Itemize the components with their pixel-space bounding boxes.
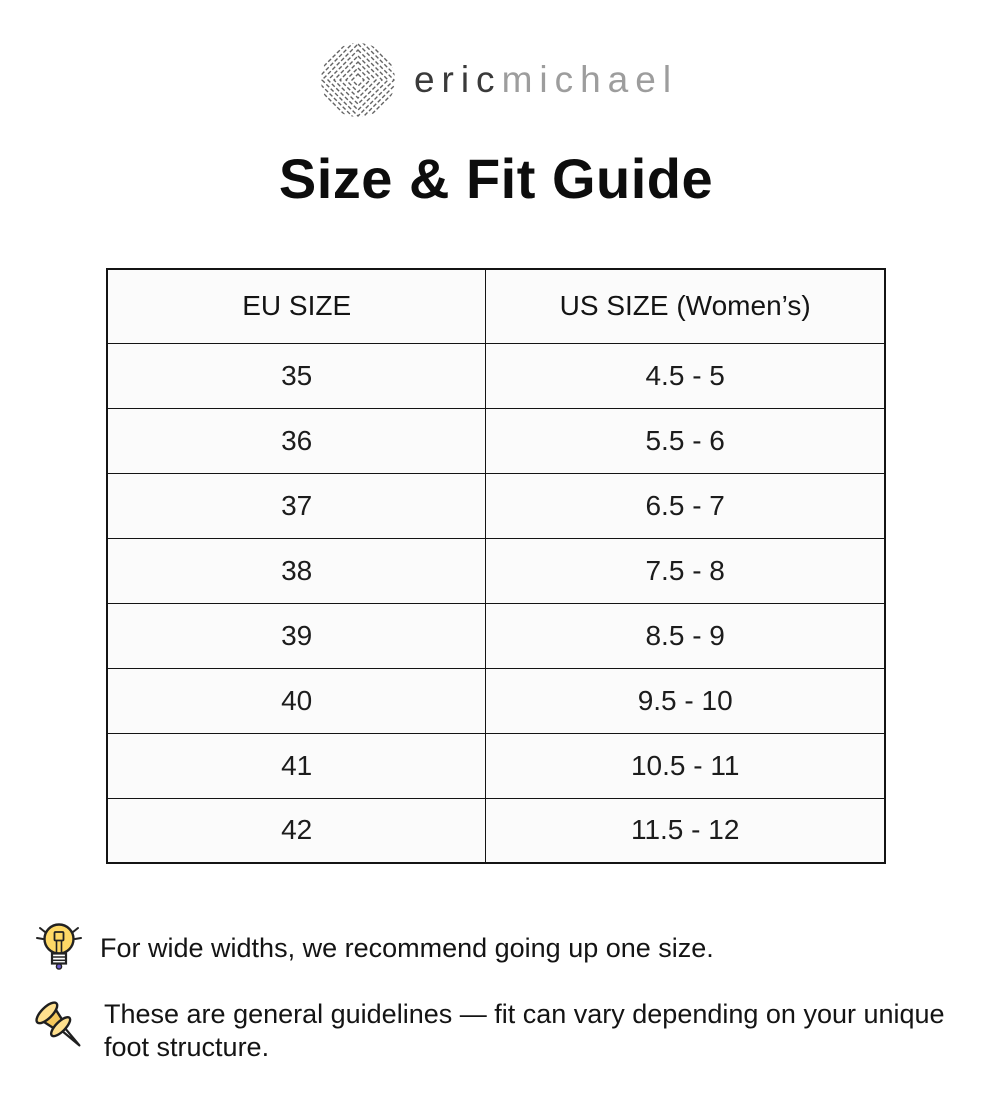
diamond-pattern-icon — [314, 41, 402, 119]
lightbulb-icon — [34, 918, 84, 979]
eu-size-cell: 38 — [107, 538, 486, 603]
eu-size-cell: 36 — [107, 408, 486, 473]
us-size-cell: 5.5 - 6 — [486, 408, 885, 473]
us-size-cell: 8.5 - 9 — [486, 603, 885, 668]
page-title: Size & Fit Guide — [278, 147, 714, 210]
table-row — [107, 733, 885, 798]
us-size-cell: 10.5 - 11 — [486, 733, 885, 798]
note-text: These are general guidelines — fit can vary depending on your unique foot structure. — [104, 998, 945, 1062]
table-row — [107, 603, 885, 668]
size-guide-page — [0, 40, 992, 1064]
eu-size-cell: 41 — [107, 733, 486, 798]
us-size-cell: 7.5 - 8 — [486, 538, 885, 603]
us-size-cell: 6.5 - 7 — [486, 473, 885, 538]
table-row — [107, 668, 885, 733]
column-header-eu-size: EU SIZE — [107, 269, 486, 343]
brand-name-secondary: michael — [501, 59, 679, 100]
eu-size-cell: 37 — [107, 473, 486, 538]
table-row — [107, 408, 885, 473]
column-header-us-size: US SIZE (Women’s) — [486, 269, 885, 343]
eu-size-cell: 42 — [107, 798, 486, 863]
brand-logo — [0, 40, 992, 120]
pushpin-icon — [34, 997, 88, 1064]
us-size-cell: 11.5 - 12 — [486, 798, 885, 863]
eu-size-cell: 40 — [107, 668, 486, 733]
size-table — [106, 268, 886, 864]
table-row — [107, 798, 885, 863]
eu-size-cell: 39 — [107, 603, 486, 668]
brand-name — [414, 59, 678, 101]
note-wide-widths — [34, 918, 962, 979]
us-size-cell: 4.5 - 5 — [486, 343, 885, 408]
table-row — [107, 473, 885, 538]
us-size-cell: 9.5 - 10 — [486, 668, 885, 733]
note-guidelines — [34, 997, 962, 1064]
note-text: For wide widths, we recommend going up one size. — [100, 933, 714, 963]
table-header-row — [107, 269, 885, 343]
table-row — [107, 343, 885, 408]
eu-size-cell: 35 — [107, 343, 486, 408]
notes-section — [34, 918, 962, 1064]
table-row — [107, 538, 885, 603]
brand-name-primary: eric — [413, 59, 502, 100]
